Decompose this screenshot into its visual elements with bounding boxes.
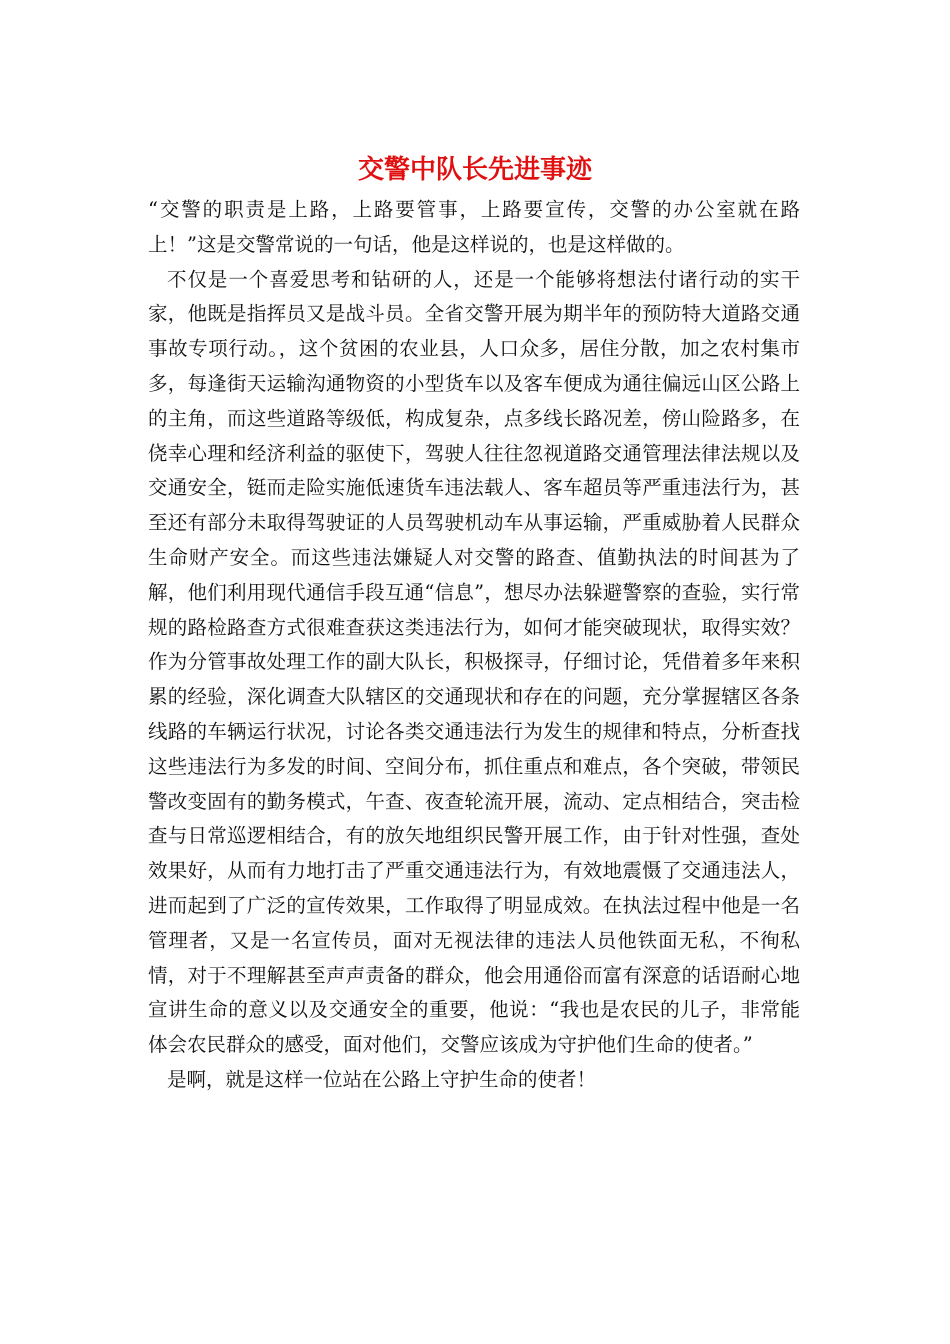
document-body: [148, 193, 800, 1098]
paragraph-1: “交警的职责是上路，上路要管事，上路要宣传，交警的办公室就在路上！”这是交警常说的一句话，他是这样说的，也是这样做的。: [148, 198, 800, 256]
paragraph-2: 不仅是一个喜爱思考和钻研的人，还是一个能够将想法付诸行动的实干家，他既是指挥员又是战斗员。全省交警开展为期半年的预防特大道路交通事故专项行动。，这个贫困的农业县，人口众多，居住分散，加之农村集市多，每逢街天运输沟通物资的小型货车以及客车便成为通往偏远山区公路上的主角，而这些道路等级低，构成复杂，点多线长路况差，傍山险路多，在侥幸心理和经济利益的驱使下，驾驶人往往忽视道路交通管理法律法规以及交通安全，铤而走险实施低速货车违法载人、客车超员等严重违法行为，甚至还有部分未取得驾驶证的人员驾驶机动车从事运输，严重威胁着人民群众生命财产安全。而这些违法嫌疑人对交警的路查、值勤执法的时间甚为了解，他们利用现代通信手段互通“信息”，想尽办法躲避警察的查验，实行常规的路检路查方式很难查获这类违法行为，如何才能突破现状，取得实效？作为分管事故处理工作的副大队长，积极探寻，仔细讨论，凭借着多年来积累的经验，深化调查大队辖区的交通现状和存在的问题，充分掌握辖区各条线路的车辆运行状况，讨论各类交通违法行为发生的规律和特点，分析查找这些违法行为多发的时间、空间分布，抓住重点和难点，各个突破，带领民警改变固有的勤务模式，午查、夜查轮流开展，流动、定点相结合，突击检查与日常巡逻相结合，有的放矢地组织民警开展工作，由于针对性强，查处效果好，从而有力地打击了严重交通违法行为，有效地震慑了交通违法人，进而起到了广泛的宣传效果，工作取得了明显成效。在执法过程中他是一名管理者，又是一名宣传员，面对无视法律的违法人员他铁面无私，不徇私情，对于不理解甚至声声责备的群众，他会用通俗而富有深意的话语耐心地宣讲生命的意义以及交通安全的重要，他说：“我也是农民的儿子，非常能体会农民群众的感受，面对他们，交警应该成为守护他们生命的使者。”: [148, 267, 800, 1057]
document-title: 交警中队长先进事迹: [357, 155, 592, 185]
paragraph-3: 是啊，就是这样一位站在公路上守护生命的使者！: [167, 1067, 597, 1091]
